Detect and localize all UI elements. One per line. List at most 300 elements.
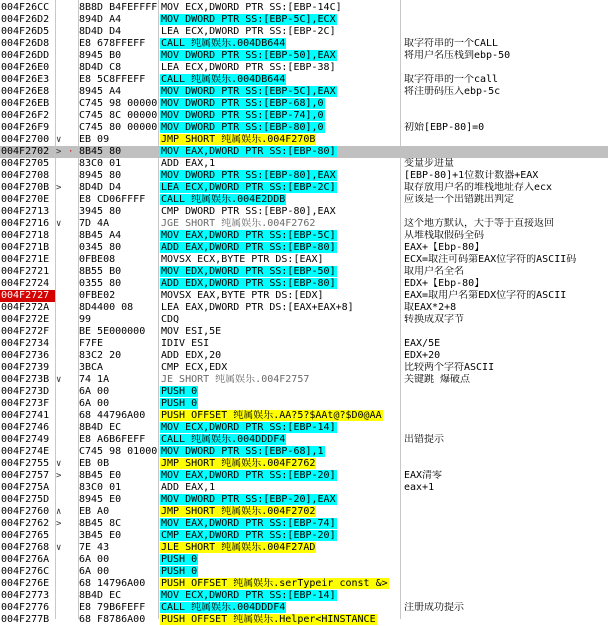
- hex-bytes-cell: EB 0B: [79, 458, 110, 469]
- instruction-text: JE SHORT 纯属娱乐.004F2757: [161, 374, 310, 385]
- comment-cell: 取存放用户名的堆栈地址存入ecx: [404, 182, 553, 193]
- jump-gutter: [56, 230, 78, 242]
- address-cell: 004F26E3: [1, 74, 50, 85]
- comment-cell: [404, 566, 608, 578]
- instruction-text: CDQ: [161, 314, 180, 325]
- instruction-cell: [160, 290, 398, 302]
- address-cell: 004F26D5: [1, 26, 50, 37]
- hex-bytes-cell: 8945 E0: [79, 494, 122, 505]
- instruction-cell: [160, 182, 398, 194]
- disasm-row[interactable]: [0, 2, 608, 14]
- jump-gutter: [56, 194, 78, 206]
- jump-gutter: [56, 74, 78, 86]
- address-cell: 004F2749: [1, 434, 50, 445]
- instruction-text: CMP DWORD PTR SS:[EBP-80],EAX: [161, 206, 336, 217]
- instruction-text: MOV ECX,DWORD PTR SS:[EBP-14]: [161, 590, 336, 601]
- instruction-text: CALL 纯属娱乐.004DB644: [161, 38, 286, 49]
- jump-arrow-icon: ∨: [56, 219, 62, 229]
- jump-gutter: [56, 434, 78, 446]
- jump-gutter: [56, 482, 78, 494]
- hex-bytes-cell: E8 678FFEFF: [79, 38, 146, 49]
- instruction-text: MOV DWORD PTR SS:[EBP-80],0: [161, 122, 324, 133]
- jump-gutter: [56, 218, 78, 230]
- jump-gutter: [56, 578, 78, 590]
- instruction-cell: [160, 398, 398, 410]
- hex-bytes-cell: E8 5C8FFEFF: [79, 74, 146, 85]
- instruction-cell: [160, 278, 398, 290]
- jump-gutter: [56, 242, 78, 254]
- address-cell: 004F272E: [1, 314, 50, 325]
- address-cell: 004F2776: [1, 602, 50, 613]
- instruction-cell: [160, 50, 398, 62]
- comment-cell: [404, 26, 608, 38]
- instruction-cell: [160, 542, 398, 554]
- jump-gutter: [56, 62, 78, 74]
- jump-gutter: [56, 290, 78, 302]
- disasm-row[interactable]: [0, 590, 608, 602]
- hex-bytes-cell: E8 A6B6FEFF: [79, 434, 146, 445]
- jump-gutter: [56, 2, 78, 14]
- instruction-cell: [160, 98, 398, 110]
- comment-cell: 变量步进量: [404, 158, 454, 169]
- instruction-cell: [160, 590, 398, 602]
- instruction-cell: [160, 302, 398, 314]
- instruction-text: LEA ECX,DWORD PTR SS:[EBP-2C]: [161, 182, 336, 193]
- comment-cell: [404, 386, 608, 398]
- instruction-cell: [160, 314, 398, 326]
- comment-cell: ECX=取注可码第EAX位字符的ASCII码: [404, 254, 577, 265]
- instruction-cell: [160, 338, 398, 350]
- address-cell: 004F2762: [1, 518, 50, 529]
- hex-bytes-cell: 894D A4: [79, 14, 122, 25]
- instruction-text: MOV EAX,DWORD PTR SS:[EBP-5C]: [161, 230, 336, 241]
- address-cell: 004F2739: [1, 362, 50, 373]
- disasm-row[interactable]: [0, 518, 608, 530]
- address-cell: 004F2734: [1, 338, 50, 349]
- instruction-cell: [160, 158, 398, 170]
- disasm-row[interactable]: [0, 578, 608, 590]
- comment-cell: 注册成功提示: [404, 602, 464, 613]
- instruction-cell: [160, 134, 398, 146]
- instruction-text: JMP SHORT 纯属娱乐.004F2762: [161, 458, 316, 469]
- disasm-row[interactable]: [0, 242, 608, 254]
- jump-gutter: [56, 158, 78, 170]
- instruction-cell: [160, 266, 398, 278]
- disasm-row[interactable]: [0, 122, 608, 134]
- disasm-row[interactable]: [0, 410, 608, 422]
- hex-bytes-cell: 8B45 E0: [79, 470, 122, 481]
- disasm-row[interactable]: [0, 98, 608, 110]
- instruction-cell: [160, 326, 398, 338]
- comment-cell: 关键跳 爆破点: [404, 374, 471, 385]
- disasm-row[interactable]: [0, 530, 608, 542]
- disasm-row[interactable]: [0, 398, 608, 410]
- disasm-row[interactable]: [0, 290, 608, 302]
- instruction-cell: [160, 602, 398, 614]
- instruction-cell: [160, 230, 398, 242]
- instruction-cell: [160, 374, 398, 386]
- hex-bytes-cell: 7D 4A: [79, 218, 110, 229]
- address-cell: 004F2716: [1, 218, 50, 229]
- instruction-cell: [160, 422, 398, 434]
- jump-gutter: [56, 314, 78, 326]
- comment-cell: EDX+【Ebp-80】: [404, 278, 485, 289]
- address-cell: 004F26EB: [1, 98, 50, 109]
- jump-arrow-icon: >: [56, 147, 62, 157]
- comment-cell: [404, 578, 608, 590]
- comment-cell: [EBP-80]+1位数计数器+EAX: [404, 170, 539, 181]
- hex-bytes-cell: C745 80 00000: [79, 122, 158, 133]
- instruction-text: MOV DWORD PTR SS:[EBP-74],0: [161, 110, 324, 121]
- instruction-text: JLE SHORT 纯属娱乐.004F27AD: [161, 542, 316, 553]
- instruction-text: PUSH 0: [161, 554, 198, 565]
- instruction-cell: [160, 530, 398, 542]
- disasm-row[interactable]: [0, 614, 608, 626]
- disasm-row[interactable]: [0, 218, 608, 230]
- address-cell: 004F2718: [1, 230, 50, 241]
- hex-bytes-cell: BE 5E000000: [79, 326, 146, 337]
- address-cell: 004F2755: [1, 458, 50, 469]
- instruction-cell: [160, 386, 398, 398]
- disasm-row[interactable]: [0, 554, 608, 566]
- jump-gutter: [56, 278, 78, 290]
- instruction-cell: [160, 194, 398, 206]
- hex-bytes-cell: 99: [79, 314, 92, 325]
- jump-gutter: [56, 122, 78, 134]
- disasm-row[interactable]: [0, 38, 608, 50]
- address-cell: 004F2727: [0, 290, 55, 302]
- jump-gutter: [56, 602, 78, 614]
- jump-arrow-icon: ∨: [56, 375, 62, 385]
- hex-bytes-cell: 0345 80: [79, 242, 122, 253]
- hex-bytes-cell: 3945 80: [79, 206, 122, 217]
- disasm-row[interactable]: [0, 146, 608, 158]
- hex-bytes-cell: C745 8C 00000: [79, 110, 158, 121]
- hex-bytes-cell: 8D4D D4: [79, 26, 122, 37]
- address-cell: 004F2700: [1, 134, 50, 145]
- jump-gutter: [56, 266, 78, 278]
- instruction-cell: [160, 14, 398, 26]
- address-cell: 004F273F: [1, 398, 50, 409]
- address-cell: 004F2713: [1, 206, 50, 217]
- disasm-row[interactable]: [0, 230, 608, 242]
- hex-bytes-cell: 6A 00: [79, 398, 110, 409]
- instruction-text: PUSH 0: [161, 398, 198, 409]
- comment-cell: [404, 530, 608, 542]
- comment-cell: [404, 326, 608, 338]
- jump-gutter: [56, 134, 78, 146]
- instruction-cell: [160, 38, 398, 50]
- hex-bytes-cell: 8B45 A4: [79, 230, 122, 241]
- comment-cell: [404, 590, 608, 602]
- disasm-row[interactable]: [0, 602, 608, 614]
- jump-gutter: [56, 14, 78, 26]
- comment-cell: [404, 542, 608, 554]
- jump-gutter: [56, 458, 78, 470]
- instruction-text: MOV DWORD PTR SS:[EBP-5C],ECX: [161, 14, 336, 25]
- instruction-text: ADD EDX,20: [161, 350, 222, 361]
- address-cell: 004F275D: [1, 494, 50, 505]
- address-cell: 004F272A: [1, 302, 50, 313]
- disasm-row[interactable]: [0, 266, 608, 278]
- comment-cell: 应该是一个出错跳出判定: [404, 194, 514, 205]
- instruction-text: CALL 纯属娱乐.004E2DDB: [161, 194, 286, 205]
- hex-bytes-cell: 0FBE02: [79, 290, 116, 301]
- comment-cell: 取字符串的一个CALL: [404, 38, 499, 49]
- jump-gutter: [56, 410, 78, 422]
- address-cell: 004F273B: [1, 374, 50, 385]
- hex-bytes-cell: 6A 00: [79, 386, 110, 397]
- disasm-row[interactable]: [0, 482, 608, 494]
- disasm-row[interactable]: [0, 326, 608, 338]
- jump-gutter: [56, 302, 78, 314]
- comment-cell: [404, 506, 608, 518]
- comment-cell: EAX=取用户名第EDX位字符的ASCII: [404, 290, 567, 301]
- address-cell: 004F272F: [1, 326, 50, 337]
- comment-cell: [404, 98, 608, 110]
- disasm-row[interactable]: [0, 506, 608, 518]
- disasm-row[interactable]: [0, 74, 608, 86]
- address-cell: 004F2702: [1, 146, 50, 157]
- hex-bytes-cell: 6A 00: [79, 554, 110, 565]
- instruction-cell: [160, 242, 398, 254]
- instruction-cell: [160, 566, 398, 578]
- comment-cell: [404, 458, 608, 470]
- jump-gutter: [56, 554, 78, 566]
- instruction-text: MOV EAX,DWORD PTR SS:[EBP-80]: [161, 146, 336, 157]
- hex-bytes-cell: 0355 80: [79, 278, 122, 289]
- jump-gutter: [56, 386, 78, 398]
- hex-bytes-cell: 8B4D EC: [79, 422, 122, 433]
- current-ip-icon: ·: [68, 147, 74, 157]
- instruction-cell: [160, 554, 398, 566]
- jump-gutter: [56, 518, 78, 530]
- address-cell: 004F276C: [1, 566, 50, 577]
- instruction-cell: [160, 518, 398, 530]
- hex-bytes-cell: 8945 A4: [79, 86, 122, 97]
- jump-gutter: [56, 542, 78, 554]
- instruction-cell: [160, 494, 398, 506]
- instruction-cell: [160, 410, 398, 422]
- jump-gutter: [56, 254, 78, 266]
- instruction-cell: [160, 362, 398, 374]
- instruction-text: MOV DWORD PTR SS:[EBP-5C],EAX: [161, 86, 336, 97]
- instruction-text: MOV DWORD PTR SS:[EBP-50],EAX: [161, 50, 336, 61]
- address-cell: 004F276A: [1, 554, 50, 565]
- comment-cell: eax+1: [404, 482, 435, 493]
- instruction-text: MOV ECX,DWORD PTR SS:[EBP-14C]: [161, 2, 342, 13]
- disasm-row[interactable]: [0, 158, 608, 170]
- jump-gutter: [56, 38, 78, 50]
- jump-gutter: [56, 422, 78, 434]
- hex-bytes-cell: 8D4400 08: [79, 302, 134, 313]
- disasm-row[interactable]: [0, 134, 608, 146]
- address-cell: 004F2746: [1, 422, 50, 433]
- address-cell: 004F273D: [1, 386, 50, 397]
- comment-cell: 初始[EBP-80]=0: [404, 122, 485, 133]
- jump-gutter: [56, 146, 78, 158]
- disasm-row[interactable]: [0, 422, 608, 434]
- hex-bytes-cell: 7E 43: [79, 542, 110, 553]
- disasm-row[interactable]: [0, 182, 608, 194]
- address-cell: 004F2705: [1, 158, 50, 169]
- address-cell: 004F2773: [1, 590, 50, 601]
- jump-arrow-icon: ∧: [56, 507, 62, 517]
- instruction-cell: [160, 74, 398, 86]
- hex-bytes-cell: 68 14796A00: [79, 578, 146, 589]
- instruction-cell: [160, 254, 398, 266]
- address-cell: 004F26D2: [1, 14, 50, 25]
- hex-bytes-cell: 3BCA: [79, 362, 104, 373]
- instruction-text: CMP EAX,DWORD PTR SS:[EBP-20]: [161, 530, 336, 541]
- instruction-text: MOV ESI,5E: [161, 326, 222, 337]
- disasm-row[interactable]: [0, 14, 608, 26]
- instruction-text: MOV DWORD PTR SS:[EBP-20],EAX: [161, 494, 336, 505]
- instruction-cell: [160, 350, 398, 362]
- address-cell: 004F26CC: [1, 2, 50, 13]
- comment-cell: 取字符串的一个call: [404, 74, 499, 85]
- disasm-row[interactable]: [0, 434, 608, 446]
- instruction-text: CALL 纯属娱乐.004DDDF4: [161, 602, 286, 613]
- comment-cell: [404, 14, 608, 26]
- comment-cell: 转换成双字节: [404, 314, 464, 325]
- hex-bytes-cell: 8B8D B4FEFFFF: [79, 2, 158, 13]
- address-cell: 004F2724: [1, 278, 50, 289]
- jump-gutter: [56, 98, 78, 110]
- disasm-row[interactable]: [0, 362, 608, 374]
- disasm-row[interactable]: [0, 194, 608, 206]
- hex-bytes-cell: 8B45 8C: [79, 518, 122, 529]
- address-cell: 004F271B: [1, 242, 50, 253]
- hex-bytes-cell: 8B55 B0: [79, 266, 122, 277]
- address-cell: 004F274E: [1, 446, 50, 457]
- disasm-row[interactable]: [0, 470, 608, 482]
- disasm-row[interactable]: [0, 338, 608, 350]
- instruction-text: PUSH OFFSET 纯属娱乐.AA?5?$AAt@?$D0@AA: [161, 410, 382, 421]
- disasm-row[interactable]: [0, 566, 608, 578]
- disasm-row[interactable]: [0, 386, 608, 398]
- disasm-row[interactable]: [0, 494, 608, 506]
- address-cell: 004F271E: [1, 254, 50, 265]
- address-cell: 004F2757: [1, 470, 50, 481]
- instruction-cell: [160, 62, 398, 74]
- jump-gutter: [56, 110, 78, 122]
- disasm-row[interactable]: [0, 278, 608, 290]
- instruction-cell: [160, 218, 398, 230]
- comment-cell: 取EAX*2+8: [404, 302, 457, 313]
- jump-gutter: [56, 374, 78, 386]
- instruction-cell: [160, 470, 398, 482]
- instruction-text: MOV EAX,DWORD PTR SS:[EBP-20]: [161, 470, 336, 481]
- instruction-text: CMP ECX,EDX: [161, 362, 228, 373]
- comment-cell: 将注册码压入ebp-5c: [404, 86, 501, 97]
- comment-cell: [404, 410, 608, 422]
- disasm-row[interactable]: [0, 374, 608, 386]
- comment-cell: [404, 134, 608, 146]
- disasm-row[interactable]: [0, 542, 608, 554]
- comment-cell: [404, 554, 608, 566]
- hex-bytes-cell: 68 44796A00: [79, 410, 146, 421]
- jump-gutter: [56, 566, 78, 578]
- instruction-cell: [160, 170, 398, 182]
- instruction-text: PUSH OFFSET 纯属娱乐.Helper<HINSTANCE: [161, 614, 376, 625]
- disasm-row[interactable]: [0, 206, 608, 218]
- instruction-cell: [160, 482, 398, 494]
- instruction-cell: [160, 206, 398, 218]
- instruction-cell: [160, 110, 398, 122]
- instruction-text: MOV DWORD PTR SS:[EBP-80],EAX: [161, 170, 336, 181]
- comment-cell: [404, 494, 608, 506]
- instruction-text: ADD EAX,1: [161, 158, 216, 169]
- instruction-text: PUSH OFFSET 纯属娱乐.serTypeir const &>: [161, 578, 388, 589]
- instruction-cell: [160, 578, 398, 590]
- disasm-row[interactable]: [0, 170, 608, 182]
- address-cell: 004F26D8: [1, 38, 50, 49]
- hex-bytes-cell: EB 09: [79, 134, 110, 145]
- disasm-row[interactable]: [0, 350, 608, 362]
- instruction-text: MOV EAX,DWORD PTR SS:[EBP-74]: [161, 518, 336, 529]
- disasm-row[interactable]: [0, 86, 608, 98]
- instruction-cell: [160, 614, 398, 626]
- instruction-cell: [160, 122, 398, 134]
- comment-cell: [404, 62, 608, 74]
- comment-cell: EAX清零: [404, 470, 443, 481]
- jump-arrow-icon: >: [56, 183, 62, 193]
- disasm-row[interactable]: [0, 110, 608, 122]
- disasm-row[interactable]: [0, 62, 608, 74]
- jump-gutter: [56, 398, 78, 410]
- disasm-row[interactable]: [0, 446, 608, 458]
- disasm-row[interactable]: [0, 50, 608, 62]
- disasm-row[interactable]: [0, 254, 608, 266]
- hex-bytes-cell: E8 79B6FEFF: [79, 602, 146, 613]
- address-cell: 004F2768: [1, 542, 50, 553]
- disasm-row[interactable]: [0, 302, 608, 314]
- comment-cell: EDX+20: [404, 350, 441, 361]
- jump-gutter: [56, 614, 78, 626]
- instruction-text: MOVSX ECX,BYTE PTR DS:[EAX]: [161, 254, 324, 265]
- jump-arrow-icon: ∨: [56, 543, 62, 553]
- jump-gutter: [56, 206, 78, 218]
- address-cell: 004F2760: [1, 506, 50, 517]
- disasm-row[interactable]: [0, 458, 608, 470]
- hex-bytes-cell: 3B45 E0: [79, 530, 122, 541]
- jump-gutter: [56, 590, 78, 602]
- disasm-row[interactable]: [0, 314, 608, 326]
- address-cell: 004F26F2: [1, 110, 50, 121]
- comment-cell: 将用户名压栈到ebp-50: [404, 50, 511, 61]
- instruction-text: JMP SHORT 纯属娱乐.004F270B: [161, 134, 316, 145]
- jump-gutter: [56, 26, 78, 38]
- hex-bytes-cell: 6A 00: [79, 566, 110, 577]
- comment-cell: [404, 110, 608, 122]
- disasm-row[interactable]: [0, 26, 608, 38]
- address-cell: 004F2708: [1, 170, 50, 181]
- instruction-cell: [160, 434, 398, 446]
- hex-bytes-cell: 8D4D D4: [79, 182, 122, 193]
- instruction-text: IDIV ESI: [161, 338, 210, 349]
- comment-cell: [404, 422, 608, 434]
- address-cell: 004F270B: [1, 182, 50, 193]
- comment-cell: [404, 206, 608, 218]
- comment-cell: 比较两个字符ASCII: [404, 362, 495, 373]
- comment-cell: [404, 446, 608, 458]
- instruction-text: CALL 纯属娱乐.004DDDF4: [161, 434, 286, 445]
- address-cell: 004F276E: [1, 578, 50, 589]
- instruction-text: ADD EAX,DWORD PTR SS:[EBP-80]: [161, 242, 336, 253]
- jump-arrow-icon: >: [56, 519, 62, 529]
- address-cell: 004F2721: [1, 266, 50, 277]
